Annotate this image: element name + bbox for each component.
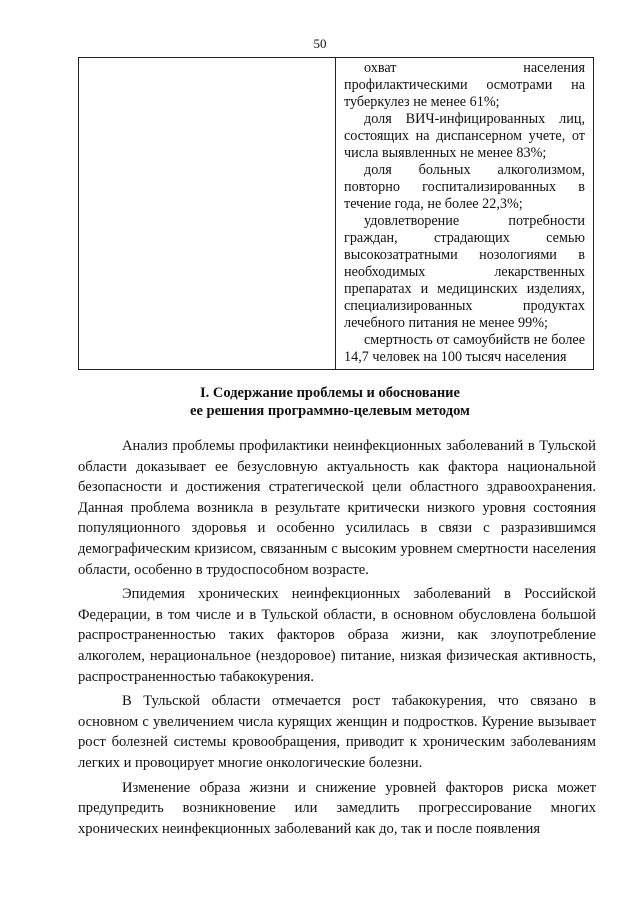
indicators-table xyxy=(78,57,594,370)
paragraph: В Тульской области отмечается рост табакокурения, что связано в основном с увеличением числа курящих женщин и подростков. Курение вызывает рост болезней системы кровообращения, приводит к хроническим заболеваниям легких и провоцирует многие онкологические болезни. xyxy=(78,693,596,771)
section-heading xyxy=(60,384,600,420)
table-right-cell xyxy=(336,58,593,369)
paragraph: Анализ проблемы профилактики неинфекционных заболеваний в Тульской области доказывает ее безусловную актуальность как фактора национальной безопасности и достижения стратегической цели областного здравоохранения. Данная проблема возникла в результате критически низкого уровня состояния популяционного здоровья и особенно усилилась в связи с разразившимся демографическим кризисом, связанным с высоким уровнем смертности населения области, особенно в трудоспособном возрасте. xyxy=(78,438,596,578)
body-text xyxy=(78,436,596,843)
table-left-cell xyxy=(79,58,336,369)
section-title-line2: ее решения программно-целевым методом xyxy=(190,403,470,419)
paragraph: Эпидемия хронических неинфекционных заболеваний в Российской Федерации, в том числе и в Тульской области, в основном обусловлена большой распространенностью таких факторов образа жизни, как злоупотребление алкоголем, нерациональное (нездоровое) питание, низкая физическая активность, распространенностью табакокурения. xyxy=(78,586,596,685)
page-number: 50 xyxy=(313,36,327,51)
table-item: доля больных алкоголизмом, повторно госпитализированных в течение года, не более 22,3%; xyxy=(344,162,585,212)
table-item: смертность от самоубийств не более 14,7 человек на 100 тысяч населения xyxy=(344,332,585,365)
section-title-line1: I. Содержание проблемы и обоснование xyxy=(200,385,460,401)
table-item: удовлетворение потребности граждан, страдающих семью высокозатратными нозологиями в необходимых лекарственных препаратах и медицинских изделиях, специализированных продуктах лечебного питания не менее 99%; xyxy=(344,213,585,331)
table-item: охват населения профилактическими осмотрами на туберкулез не менее 61%; xyxy=(344,60,585,110)
paragraph: Изменение образа жизни и снижение уровней факторов риска может предупредить возникновение или замедлить прогрессирование многих хронических неинфекционных заболеваний как до, так и после появления xyxy=(78,779,596,837)
table-item: доля ВИЧ-инфицированных лиц, состоящих на диспансерном учете, от числа выявленных не менее 83%; xyxy=(344,111,585,161)
